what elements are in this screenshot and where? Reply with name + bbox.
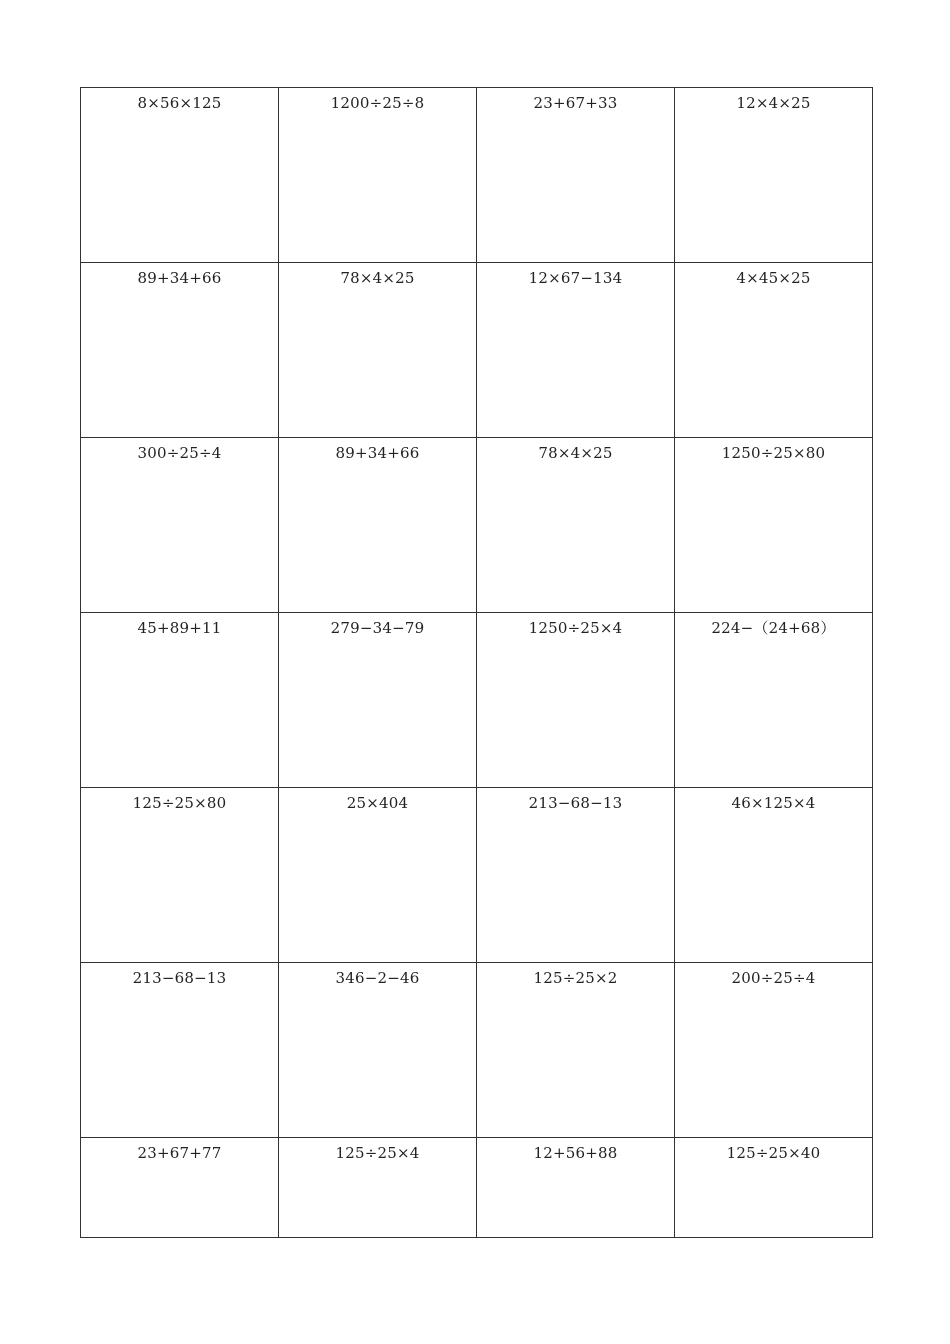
problem-cell [81, 788, 279, 963]
expression-text: 25×404 [346, 794, 409, 812]
problem-cell [477, 963, 675, 1138]
expression-text: 224−（24+68） [711, 619, 836, 637]
expression-text: 12×67−134 [528, 269, 623, 287]
problem-cell [81, 88, 279, 263]
expression-text: 346−2−46 [335, 969, 420, 987]
expression-text: 300÷25÷4 [137, 444, 222, 462]
expression-text: 125÷25×2 [533, 969, 618, 987]
problem-cell [477, 1138, 675, 1238]
expression-text: 23+67+77 [137, 1144, 222, 1162]
expression-text: 78×4×25 [538, 444, 613, 462]
expression-text: 213−68−13 [528, 794, 623, 812]
problem-cell [477, 613, 675, 788]
expression-text: 279−34−79 [330, 619, 425, 637]
problem-cell [279, 88, 477, 263]
grid-row [81, 963, 873, 1138]
expression-text: 12+56+88 [533, 1144, 618, 1162]
problem-cell [675, 1138, 873, 1238]
expression-text: 89+34+66 [137, 269, 222, 287]
expression-text: 89+34+66 [335, 444, 420, 462]
problem-cell [477, 788, 675, 963]
expression-text: 78×4×25 [340, 269, 415, 287]
expression-text: 125÷25×4 [335, 1144, 420, 1162]
problem-cell [477, 263, 675, 438]
calculation-worksheet-grid [80, 87, 873, 1238]
problem-cell [675, 963, 873, 1138]
problem-cell [81, 963, 279, 1138]
problem-cell [477, 88, 675, 263]
problem-cell [81, 613, 279, 788]
grid-row [81, 788, 873, 963]
expression-text: 4×45×25 [736, 269, 811, 287]
expression-text: 200÷25÷4 [731, 969, 816, 987]
expression-text: 1250÷25×4 [528, 619, 623, 637]
problem-cell [81, 438, 279, 613]
problem-cell [675, 613, 873, 788]
problem-cell [477, 438, 675, 613]
problem-cell [279, 263, 477, 438]
problem-cell [675, 438, 873, 613]
problem-cell [675, 88, 873, 263]
problem-cell [81, 263, 279, 438]
problem-cell [279, 613, 477, 788]
expression-text: 125÷25×80 [132, 794, 227, 812]
expression-text: 45+89+11 [137, 619, 222, 637]
grid-row [81, 88, 873, 263]
expression-text: 23+67+33 [533, 94, 618, 112]
expression-text: 1250÷25×80 [721, 444, 826, 462]
expression-text: 8×56×125 [137, 94, 222, 112]
problem-cell [279, 963, 477, 1138]
expression-text: 1200÷25÷8 [330, 94, 425, 112]
expression-text: 46×125×4 [731, 794, 816, 812]
expression-text: 213−68−13 [132, 969, 227, 987]
grid-row [81, 263, 873, 438]
grid-row [81, 1138, 873, 1238]
problem-cell [279, 1138, 477, 1238]
problem-cell [279, 788, 477, 963]
grid-row [81, 613, 873, 788]
expression-text: 125÷25×40 [726, 1144, 821, 1162]
problem-cell [675, 788, 873, 963]
problem-cell [279, 438, 477, 613]
expression-text: 12×4×25 [736, 94, 811, 112]
problem-cell [675, 263, 873, 438]
grid-row [81, 438, 873, 613]
problem-cell [81, 1138, 279, 1238]
